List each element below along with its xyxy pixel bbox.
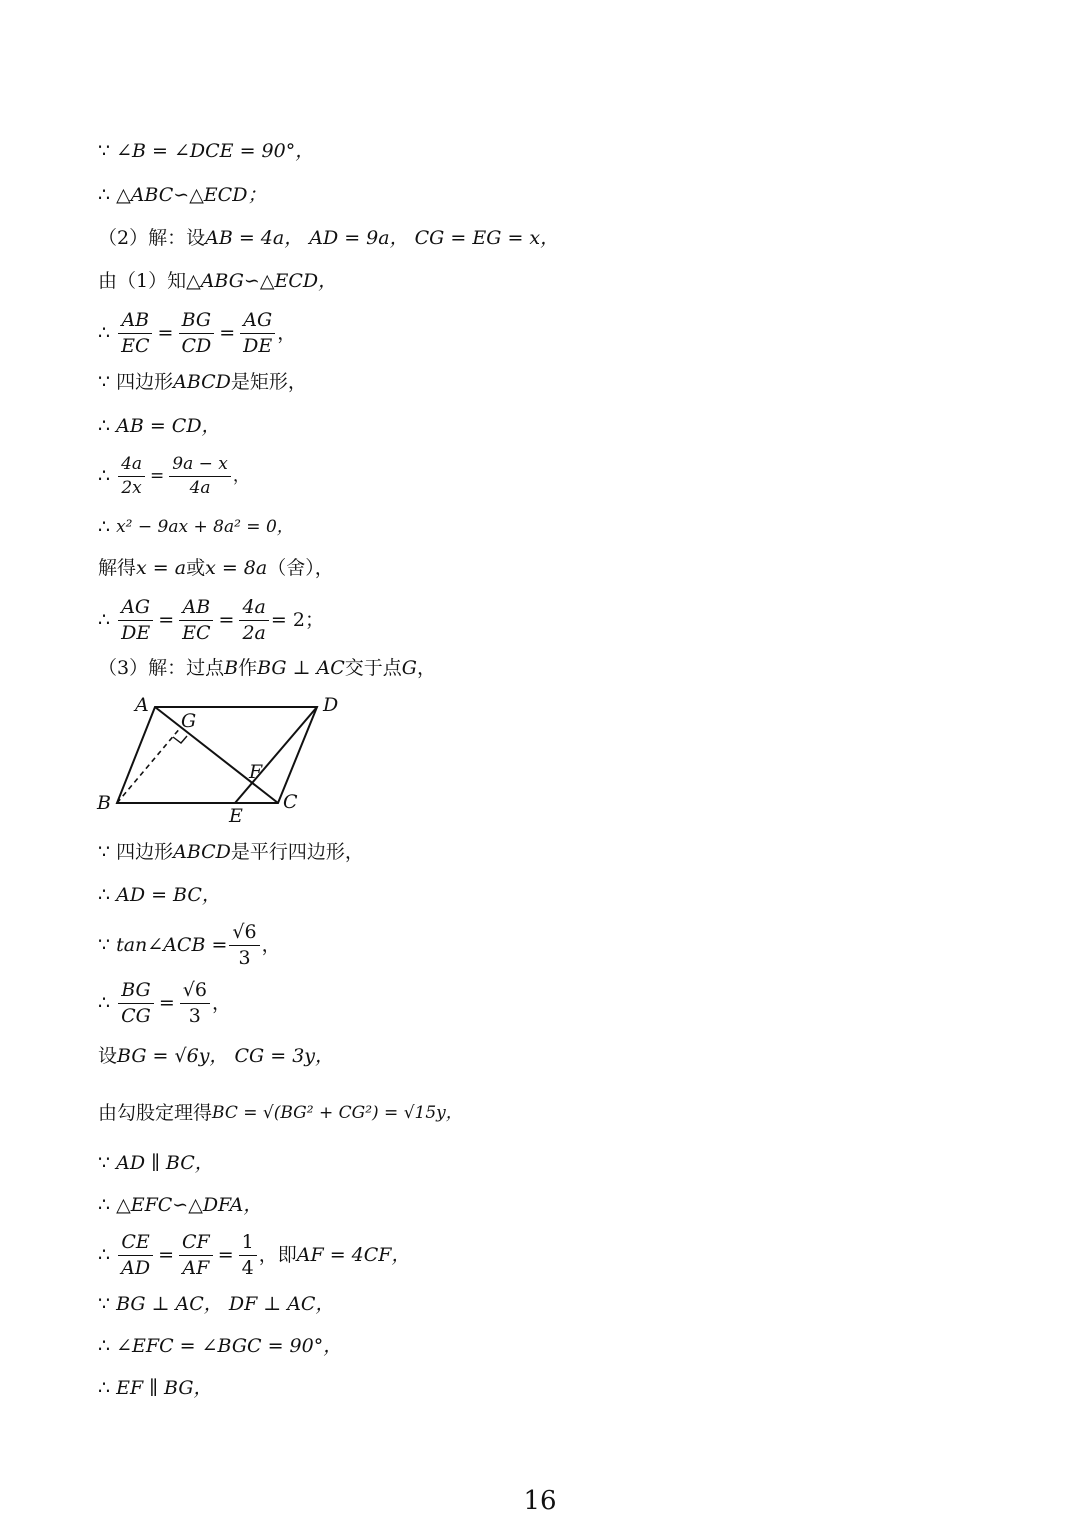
therefore-symbol: ∴ xyxy=(98,184,111,206)
numerator: 4a xyxy=(118,455,145,477)
denominator: EC xyxy=(121,334,150,357)
therefore-symbol: ∴ xyxy=(98,1194,111,1216)
line-10 xyxy=(98,559,334,578)
line-7 xyxy=(98,417,221,436)
denominator: EC xyxy=(182,621,211,644)
denominator: AF xyxy=(182,1256,210,1279)
label-a: A xyxy=(135,694,149,716)
line-12 xyxy=(98,659,436,678)
math-text: x = a xyxy=(136,557,187,579)
denominator: DE xyxy=(243,334,273,357)
fraction xyxy=(239,1232,257,1279)
label-c: C xyxy=(283,791,298,813)
math-text: △ABC∽△ECD； xyxy=(116,184,267,206)
numerator: 9a − x xyxy=(169,455,231,477)
text-mid: 作 xyxy=(238,657,258,679)
label-b: B xyxy=(97,792,111,814)
label-f: F xyxy=(249,761,263,783)
parallelogram-figure xyxy=(95,692,345,828)
therefore-symbol: ∴ xyxy=(98,516,111,538)
numerator: 1 xyxy=(239,1232,257,1256)
fraction xyxy=(229,922,259,969)
numerator: 4a xyxy=(239,597,268,621)
line-1 xyxy=(98,142,314,161)
fraction xyxy=(179,1232,213,1279)
line-8: ∴ $\frac{4a}{2x}$ = $\frac{9a - x}{4a}$ ， xyxy=(98,454,250,498)
numerator: AB xyxy=(118,310,152,334)
math-var: ABCD xyxy=(173,371,231,393)
therefore-symbol: ∴ xyxy=(98,321,111,344)
line-22 xyxy=(98,1295,334,1314)
line-17 xyxy=(98,1047,334,1066)
therefore-symbol: ∴ xyxy=(98,884,111,906)
fraction xyxy=(169,455,231,497)
because-symbol: ∵ xyxy=(98,1152,111,1174)
text-suffix: ， xyxy=(416,657,436,679)
line-20 xyxy=(98,1196,262,1215)
denominator: 2x xyxy=(121,477,142,498)
numerator: BG xyxy=(118,980,154,1004)
line-9 xyxy=(98,518,294,537)
label-e: E xyxy=(229,805,243,827)
line-5: ∴ $\frac{AB}{EC}$ = $\frac{BG}{CD}$ = $\frac{AG}{DE}$ ， xyxy=(98,309,297,357)
denominator: 4 xyxy=(241,1256,254,1279)
fraction xyxy=(240,310,275,357)
math-text: △EFC∽△DFA， xyxy=(116,1194,263,1216)
math-text: AF = 4CF， xyxy=(296,1243,411,1266)
therefore-symbol: ∴ xyxy=(98,1335,111,1357)
punct: ， xyxy=(232,465,250,486)
text-mid: 或 xyxy=(186,557,206,579)
math-var: G xyxy=(401,657,417,679)
label-d: D xyxy=(323,694,339,716)
math-text: AB = CD， xyxy=(116,415,221,437)
math-text: EF ∥ BG， xyxy=(116,1377,213,1399)
line-6 xyxy=(98,373,307,392)
math-text: BG ⊥ AC， DF ⊥ AC， xyxy=(116,1293,335,1315)
denominator: 3 xyxy=(238,946,251,969)
math-text: BC = √(BG² + CG²) = √15y， xyxy=(212,1103,463,1123)
punct: ， xyxy=(277,321,297,344)
math-text: x² − 9ax + 8a² = 0， xyxy=(116,517,294,537)
numerator: CF xyxy=(179,1232,213,1256)
numerator: AB xyxy=(179,597,213,621)
label-g: G xyxy=(181,710,197,732)
fraction xyxy=(118,1232,153,1279)
fraction xyxy=(178,310,214,357)
fraction xyxy=(180,980,210,1027)
text-mid: ，即 xyxy=(258,1243,297,1266)
because-symbol: ∵ xyxy=(98,1293,111,1315)
math-text: AB = 4a， AD = 9a， CG = EG = x， xyxy=(205,227,560,249)
therefore-symbol: ∴ xyxy=(98,1243,111,1266)
because-symbol: ∵ xyxy=(98,140,111,162)
math-text: AD ∥ BC， xyxy=(116,1152,214,1174)
math-text: △ABG∽△ECD， xyxy=(186,270,338,292)
text-prefix: 设 xyxy=(98,1045,118,1067)
fraction xyxy=(118,310,152,357)
text-prefix: 由（1）知 xyxy=(98,270,187,292)
because-symbol: ∵ xyxy=(98,841,111,863)
numerator: √6 xyxy=(180,980,210,1004)
text-mid: 交于点 xyxy=(344,657,402,679)
therefore-symbol: ∴ xyxy=(98,991,111,1014)
line-2 xyxy=(98,186,266,205)
numerator: AG xyxy=(118,597,153,621)
numerator: BG xyxy=(179,310,215,334)
math-text: ∠EFC = ∠BGC = 90°， xyxy=(116,1335,343,1357)
fraction xyxy=(179,597,213,644)
numerator: √6 xyxy=(229,922,259,946)
text-prefix: （3）解：过点 xyxy=(98,657,225,679)
math-text: tan∠ACB = xyxy=(116,933,228,956)
text-suffix: 是矩形， xyxy=(230,371,307,393)
punct: ， xyxy=(211,991,231,1014)
text-suffix: 是平行四边形， xyxy=(230,841,364,863)
segment-de xyxy=(235,707,317,803)
text-prefix: 四边形 xyxy=(116,841,174,863)
text-prefix: （2）解：设 xyxy=(98,227,206,249)
therefore-symbol: ∴ xyxy=(98,608,111,631)
line-11: ∴ $\frac{AG}{DE}$ = $\frac{AB}{EC}$ = $\frac{4a}{2a}$ = 2； xyxy=(98,596,324,644)
line-16: ∴ $\frac{BG}{CG}$ = $\frac{√6}{3}$ ， xyxy=(98,979,231,1027)
line-24 xyxy=(98,1379,213,1398)
fraction xyxy=(118,597,153,644)
denominator: 2a xyxy=(242,621,266,644)
numerator: AG xyxy=(240,310,275,334)
math-text: ∠B = ∠DCE = 90°， xyxy=(116,140,315,162)
denominator: CD xyxy=(181,334,212,357)
math-text: BG = √6y， CG = 3y， xyxy=(117,1045,335,1067)
right-angle-mark xyxy=(173,736,187,743)
therefore-symbol: ∴ xyxy=(98,415,111,437)
therefore-symbol: ∴ xyxy=(98,1377,111,1399)
math-text: x = 8a xyxy=(205,557,268,579)
denominator: AD xyxy=(121,1256,151,1279)
fraction xyxy=(239,597,268,644)
diagonal-ac xyxy=(155,707,278,803)
line-13 xyxy=(98,843,364,862)
text-prefix: 解得 xyxy=(98,557,137,579)
therefore-symbol: ∴ xyxy=(98,464,111,487)
line-15 xyxy=(98,922,281,969)
line-21: ∴ $\frac{CE}{AD}$ = $\frac{CF}{AF}$ = $\frac{1}{4}$ ，即 AF = 4CF， xyxy=(98,1231,411,1279)
fraction xyxy=(118,980,154,1027)
numerator: CE xyxy=(118,1232,152,1256)
denominator: CG xyxy=(121,1004,151,1027)
punct: = 2； xyxy=(270,608,324,631)
fraction xyxy=(118,455,145,497)
line-3 xyxy=(98,229,559,248)
text-prefix: 四边形 xyxy=(116,371,174,393)
text-prefix: 由勾股定理得 xyxy=(98,1102,213,1124)
line-18 xyxy=(98,1104,463,1123)
dashed-bg xyxy=(117,727,181,803)
denominator: 4a xyxy=(189,477,211,498)
page-number: 16 xyxy=(523,1486,557,1516)
text-suffix: （舍）， xyxy=(267,557,334,579)
line-14 xyxy=(98,886,221,905)
denominator: DE xyxy=(121,621,151,644)
line-4 xyxy=(98,272,337,291)
math-text: BG ⊥ AC xyxy=(257,657,345,679)
math-var: B xyxy=(224,657,239,679)
denominator: 3 xyxy=(188,1004,201,1027)
line-23 xyxy=(98,1337,342,1356)
punct: ， xyxy=(261,933,281,956)
because-symbol: ∵ xyxy=(98,371,111,393)
math-text: AD = BC， xyxy=(116,884,221,906)
math-var: ABCD xyxy=(173,841,231,863)
because-symbol: ∵ xyxy=(98,933,111,956)
line-19 xyxy=(98,1154,214,1173)
